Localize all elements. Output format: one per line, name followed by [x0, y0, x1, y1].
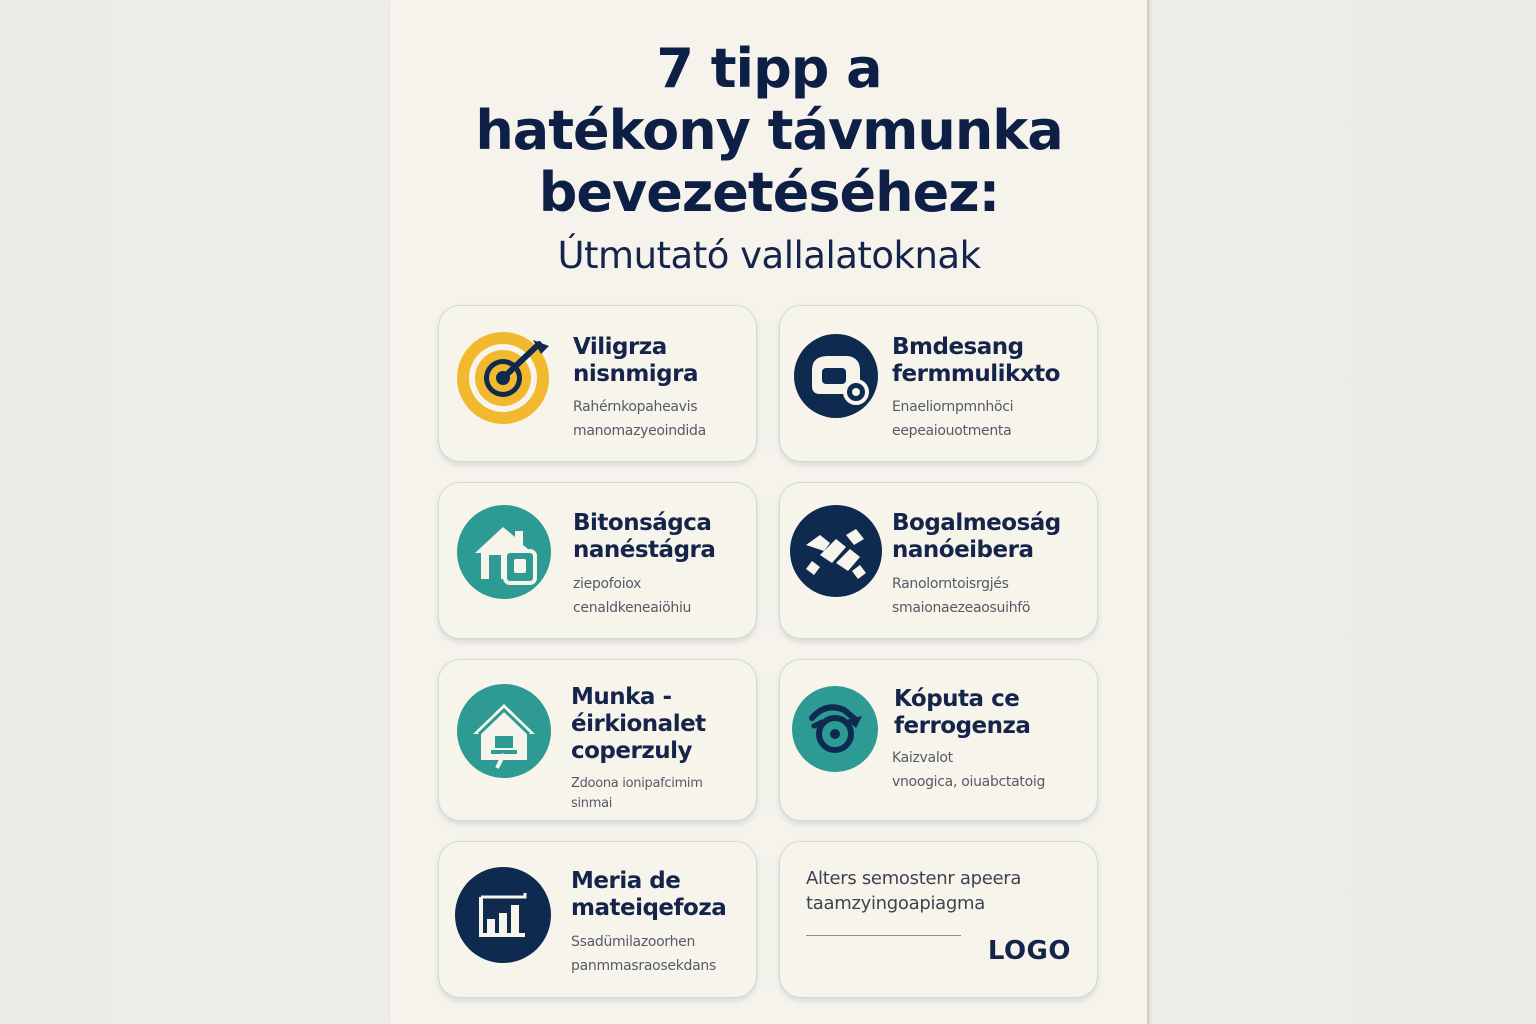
- bar-chart-icon: [455, 867, 551, 963]
- handshake-icon: [792, 686, 878, 772]
- logo: LOGO: [987, 936, 1071, 966]
- tip-card-desc: Enaeliornpmnhöci eepeaiouotmenta: [892, 399, 1014, 439]
- tip-card-7: [438, 841, 757, 998]
- title-line-2: hatékony távmunka: [475, 99, 1063, 162]
- tip-card-desc: Ranolorntoisrgjés smaionaezeaosuihfö: [892, 576, 1031, 616]
- tip-card-desc: Ssadümilazoorhen panmmasraosekdans: [571, 934, 716, 974]
- page-title: [390, 38, 1148, 224]
- tip-card-5: [438, 659, 757, 821]
- home-office-icon: [457, 684, 551, 778]
- tip-card-desc: Zdoona ionipafcimim sinmai: [571, 776, 703, 811]
- tip-card-1: [438, 305, 757, 462]
- tip-card-desc: Rahérnkopaheavis manomazyeoindida: [573, 399, 706, 439]
- target-icon: [457, 332, 549, 424]
- footer-card: [779, 841, 1098, 998]
- tip-card-desc: ziepofoiox cenaldkeneaiöhiu: [573, 576, 692, 616]
- tip-card-title: Munka - éirkionalet coperzuly: [571, 684, 706, 764]
- house-lock-icon: [457, 505, 551, 599]
- page-subtitle: Útmutató vallalatoknak: [557, 234, 981, 277]
- tip-card-title: Meria de mateiqefoza: [571, 868, 727, 921]
- puzzle-icon: [790, 505, 882, 597]
- tip-card-title: Bmdesang fermmulikxto: [892, 334, 1060, 387]
- tip-card-title: Viligrza nisnmigra: [573, 334, 698, 387]
- tip-card-desc: Kaizvalot vnoogica, oiuabctatoig: [892, 750, 1046, 790]
- infographic-poster: [390, 0, 1148, 1024]
- title-line-1: 7 tipp a: [656, 37, 882, 100]
- tip-card-6: [779, 659, 1098, 821]
- title-line-3: bevezetéséhez:: [538, 161, 1000, 224]
- tip-card-3: [438, 482, 757, 639]
- tip-card-title: Bitonságca nanéstágra: [573, 510, 716, 563]
- camera-icon: [794, 334, 878, 418]
- tip-card-2: [779, 305, 1098, 462]
- footer-note: Alters semostenr apeera taamzyingoapiagma: [806, 868, 1022, 914]
- tip-card-4: [779, 482, 1098, 639]
- divider: [806, 935, 961, 936]
- tip-card-title: Bogalmeoság nanóeibera: [892, 510, 1061, 563]
- tip-card-title: Kóputa ce ferrogenza: [894, 686, 1031, 739]
